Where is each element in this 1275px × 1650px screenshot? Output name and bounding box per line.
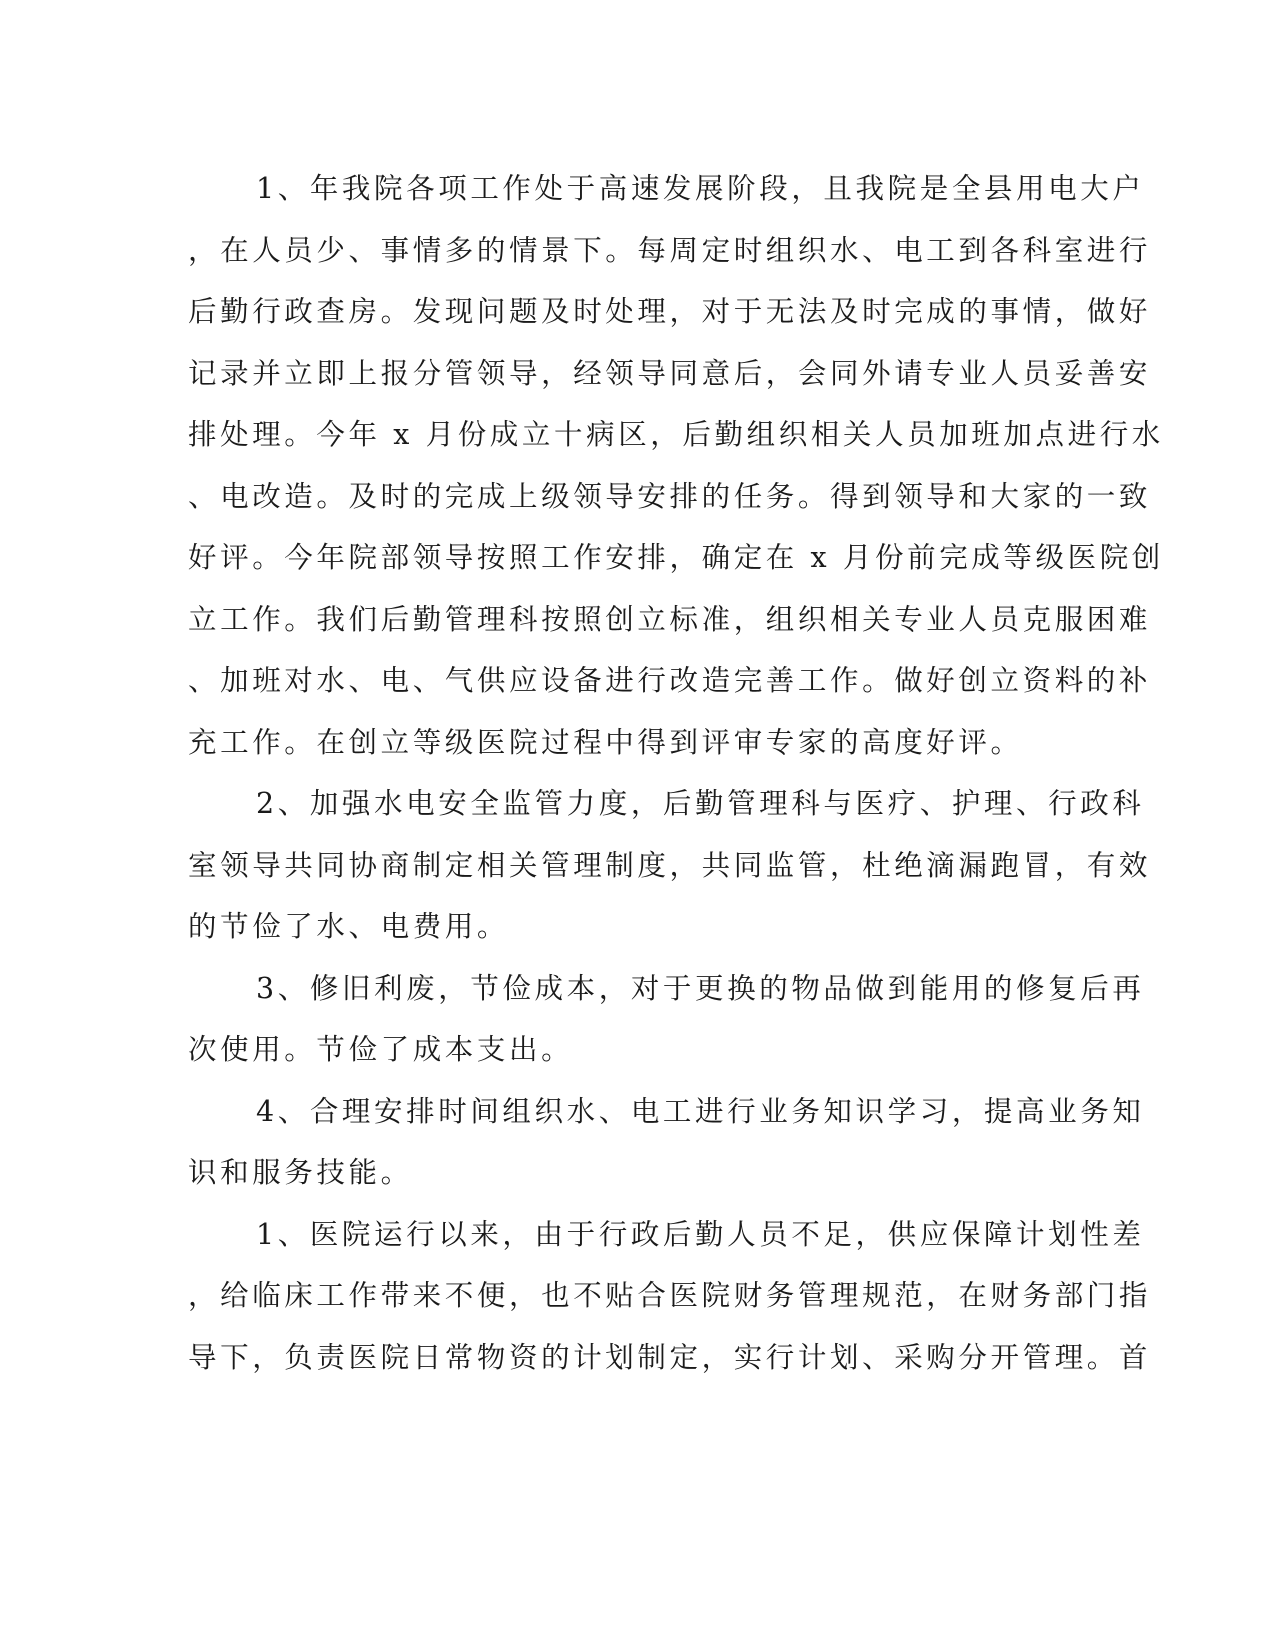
text-line: 排处理。今年 x 月份成立十病区，后勤组织相关人员加班加点进行水 bbox=[188, 418, 1164, 451]
text-line: 记录并立即上报分管领导，经领导同意后，会同外请专业人员妥善安 bbox=[188, 356, 1152, 390]
text-line: 的节俭了水、电费用。 bbox=[188, 910, 510, 943]
text-line: 2、加强水电安全监管力度，后勤管理科与医疗、护理、行政科 bbox=[256, 787, 1145, 820]
text-line: 次使用。节俭了成本支出。 bbox=[188, 1033, 574, 1066]
text-line: 识和服务技能。 bbox=[188, 1156, 413, 1189]
text-line: 3、修旧利废，节俭成本，对于更换的物品做到能用的修复后再 bbox=[256, 971, 1145, 1005]
text-line: ，给临床工作带来不便，也不贴合医院财务管理规范，在财务部门指 bbox=[188, 1279, 1152, 1312]
text-line: 室领导共同协商制定相关管理制度，共同监管，杜绝滴漏跑冒，有效 bbox=[188, 848, 1152, 882]
text-line: 、加班对水、电、气供应设备进行改造完善工作。做好创立资料的补 bbox=[188, 664, 1152, 697]
paragraph-3 bbox=[188, 958, 1145, 1081]
text-line: 1、年我院各项工作处于高速发展阶段，且我院是全县用电大户 bbox=[256, 172, 1145, 205]
text-line: 立工作。我们后勤管理科按照创立标准，组织相关专业人员克服困难 bbox=[188, 602, 1152, 636]
text-line: 1、医院运行以来，由于行政后勤人员不足，供应保障计划性差 bbox=[256, 1217, 1145, 1251]
paragraph-1 bbox=[188, 158, 1164, 773]
text-line: ，在人员少、事情多的情景下。每周定时组织水、电工到各科室进行 bbox=[188, 233, 1152, 267]
text-line: 4、合理安排时间组织水、电工进行业务知识学习，提高业务知 bbox=[256, 1094, 1145, 1128]
paragraph-2 bbox=[188, 773, 1152, 958]
text-line: 后勤行政查房。发现问题及时处理，对于无法及时完成的事情，做好 bbox=[188, 295, 1152, 328]
text-line: 导下，负责医院日常物资的计划制定，实行计划、采购分开管理。首 bbox=[188, 1340, 1152, 1374]
paragraph-4 bbox=[188, 1081, 1145, 1204]
document-body bbox=[188, 158, 1164, 1388]
text-line: 好评。今年院部领导按照工作安排，确定在 x 月份前完成等级医院创 bbox=[188, 541, 1164, 574]
text-line: 充工作。在创立等级医院过程中得到评审专家的高度好评。 bbox=[188, 725, 1023, 759]
paragraph-5 bbox=[188, 1204, 1152, 1389]
text-line: 、电改造。及时的完成上级领导安排的任务。得到领导和大家的一致 bbox=[188, 479, 1152, 513]
